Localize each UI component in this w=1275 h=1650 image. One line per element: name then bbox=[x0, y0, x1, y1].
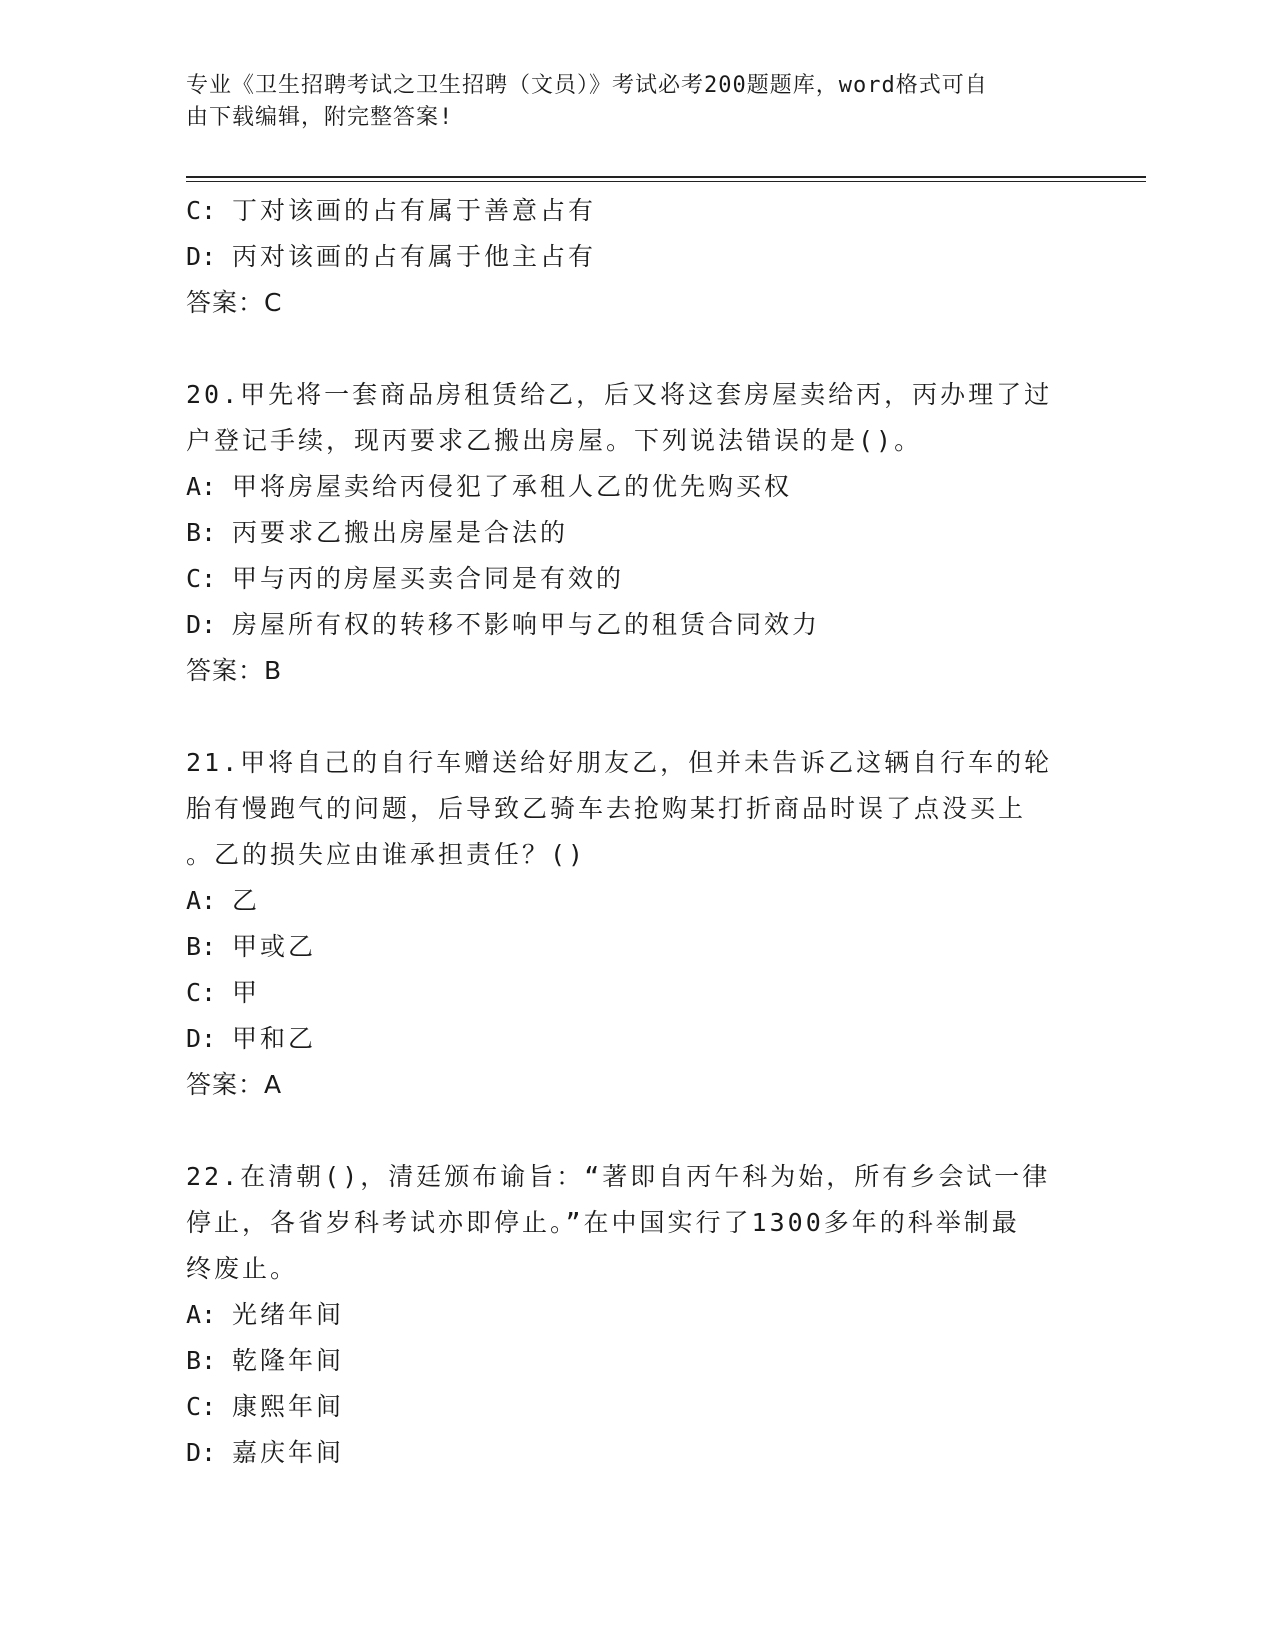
option-d bbox=[186, 234, 1086, 280]
option-c bbox=[186, 970, 1086, 1016]
option-d bbox=[186, 602, 1086, 648]
document-header bbox=[186, 70, 1066, 134]
option-text: 丁对该画的占有属于善意占有 bbox=[232, 196, 597, 225]
option-text: 甲或乙 bbox=[232, 932, 317, 961]
option-d bbox=[186, 1016, 1086, 1062]
answer: 答案：A bbox=[186, 1070, 283, 1099]
header-divider bbox=[186, 176, 1146, 178]
option-text: 丙要求乙搬出房屋是合法的 bbox=[232, 518, 569, 547]
option-a bbox=[186, 464, 1086, 510]
question-21 bbox=[186, 740, 1086, 1108]
option-label: D: bbox=[186, 1438, 217, 1467]
option-label: C: bbox=[186, 978, 217, 1007]
option-label: A: bbox=[186, 1300, 217, 1329]
option-text: 甲 bbox=[232, 978, 261, 1007]
option-text: 甲将房屋卖给丙侵犯了承租人乙的优先购买权 bbox=[232, 472, 793, 501]
option-label: A: bbox=[186, 472, 217, 501]
question-list bbox=[186, 188, 1086, 1476]
question-text: 户登记手续，现丙要求乙搬出房屋。下列说法错误的是()。 bbox=[186, 426, 923, 455]
option-a bbox=[186, 1292, 1086, 1338]
question-20 bbox=[186, 372, 1086, 694]
option-text: 乾隆年间 bbox=[232, 1346, 345, 1375]
answer: 答案：B bbox=[186, 656, 283, 685]
option-label: D: bbox=[186, 610, 217, 639]
option-d bbox=[186, 1430, 1086, 1476]
option-label: B: bbox=[186, 518, 217, 547]
question-text: 21.甲将自己的自行车赠送给好朋友乙，但并未告诉乙这辆自行车的轮 bbox=[186, 748, 1053, 777]
header-line-2: 由下载编辑，附完整答案! bbox=[186, 105, 454, 130]
option-a bbox=[186, 878, 1086, 924]
option-c bbox=[186, 188, 1086, 234]
option-text: 光绪年间 bbox=[232, 1300, 345, 1329]
header-line-1: 专业《卫生招聘考试之卫生招聘（文员）》考试必考200题题库，word格式可自 bbox=[186, 73, 988, 98]
answer: 答案：C bbox=[186, 288, 283, 317]
option-text: 甲和乙 bbox=[232, 1024, 317, 1053]
option-label: C: bbox=[186, 564, 217, 593]
question-text: 。乙的损失应由谁承担责任？() bbox=[186, 840, 587, 869]
question-text: 停止，各省岁科考试亦即停止。”在中国实行了1300多年的科举制最 bbox=[186, 1208, 1020, 1237]
option-text: 房屋所有权的转移不影响甲与乙的租赁合同效力 bbox=[232, 610, 821, 639]
option-label: D: bbox=[186, 242, 217, 271]
option-label: D: bbox=[186, 1024, 217, 1053]
question-text: 胎有慢跑气的问题，后导致乙骑车去抢购某打折商品时误了点没买上 bbox=[186, 794, 1027, 823]
option-text: 乙 bbox=[232, 886, 261, 915]
option-label: C: bbox=[186, 196, 217, 225]
option-label: A: bbox=[186, 886, 217, 915]
option-text: 康熙年间 bbox=[232, 1392, 345, 1421]
option-b bbox=[186, 510, 1086, 556]
question-text: 20.甲先将一套商品房租赁给乙，后又将这套房屋卖给丙，丙办理了过 bbox=[186, 380, 1053, 409]
option-c bbox=[186, 1384, 1086, 1430]
header-divider-thin bbox=[186, 181, 1146, 182]
option-b bbox=[186, 924, 1086, 970]
question-text: 终废止。 bbox=[186, 1254, 299, 1283]
option-c bbox=[186, 556, 1086, 602]
option-label: B: bbox=[186, 1346, 217, 1375]
option-text: 甲与丙的房屋买卖合同是有效的 bbox=[232, 564, 625, 593]
option-b bbox=[186, 1338, 1086, 1384]
option-label: B: bbox=[186, 932, 217, 961]
question-text: 22.在清朝()，清廷颁布谕旨：“著即自丙午科为始，所有乡会试一律 bbox=[186, 1162, 1051, 1191]
question-22 bbox=[186, 1154, 1086, 1476]
option-text: 丙对该画的占有属于他主占有 bbox=[232, 242, 597, 271]
option-text: 嘉庆年间 bbox=[232, 1438, 345, 1467]
option-label: C: bbox=[186, 1392, 217, 1421]
